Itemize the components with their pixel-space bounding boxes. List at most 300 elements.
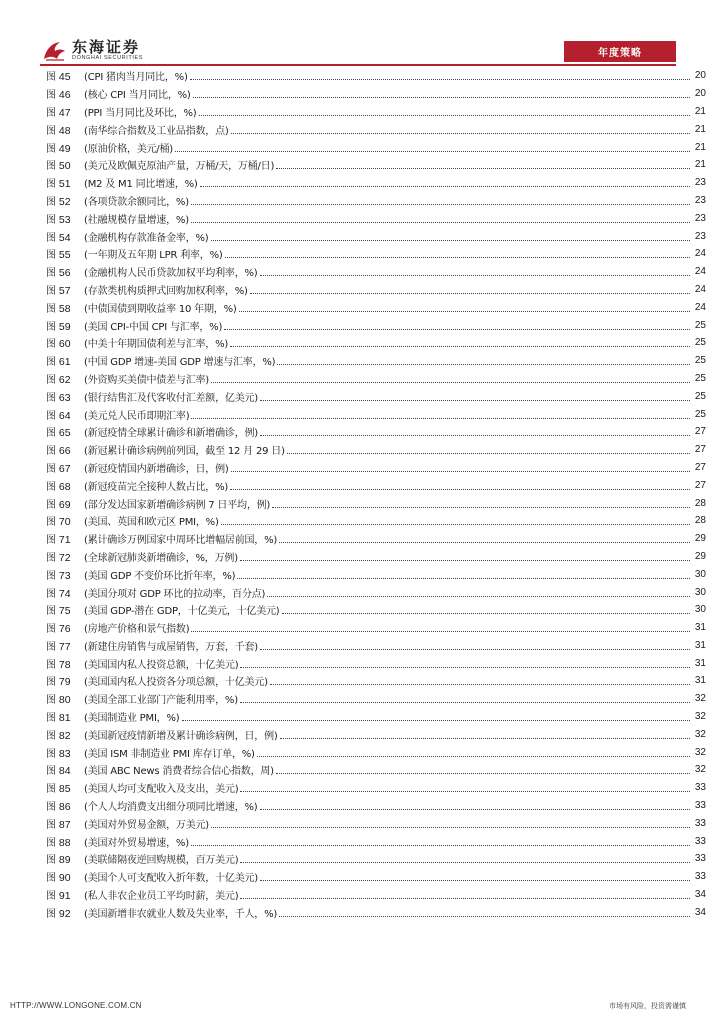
leader-dots — [239, 311, 690, 312]
figure-label: 图 — [46, 677, 56, 689]
figure-label: 图 — [46, 748, 56, 760]
leader-dots — [277, 364, 690, 365]
figure-label: 图 — [46, 232, 56, 244]
figure-title: (美国个人可支配收入折年数，十亿美元) — [84, 873, 259, 885]
figure-label: 图 — [46, 125, 56, 137]
figure-title: (房地产价格和景气指数) — [84, 624, 190, 636]
toc-row[interactable] — [46, 797, 706, 815]
toc-row[interactable] — [46, 886, 706, 904]
figure-title: (美国制造业 PMI，%) — [84, 713, 180, 725]
figure-title: (美国 GDP-潜在 GDP，十亿美元，十亿美元) — [84, 606, 280, 618]
page-number: 27 — [694, 479, 706, 491]
figure-label: 图 — [46, 72, 56, 84]
figure-number-value: 92 — [58, 907, 71, 920]
toc-row[interactable] — [46, 654, 706, 672]
header-divider — [40, 64, 676, 66]
figure-number — [46, 264, 84, 279]
figure-number — [46, 780, 84, 795]
figure-number — [46, 442, 84, 457]
figure-number — [46, 834, 84, 849]
figure-number — [46, 335, 84, 350]
figure-title: (美国 ABC News 消费者综合信心指数，周) — [84, 766, 274, 778]
page-number: 27 — [694, 444, 706, 456]
figure-number-value: 75 — [58, 605, 71, 618]
toc-row[interactable] — [46, 209, 706, 227]
leader-dots — [175, 151, 690, 152]
leader-dots — [191, 204, 690, 205]
leader-dots — [250, 293, 690, 294]
figure-title: (美国分项对 GDP 环比的拉动率，百分点) — [84, 588, 266, 600]
toc-row[interactable] — [46, 85, 706, 103]
toc-row[interactable] — [46, 708, 706, 726]
toc-row[interactable] — [46, 814, 706, 832]
toc-row[interactable] — [46, 672, 706, 690]
figure-number — [46, 104, 84, 119]
figure-label: 图 — [46, 179, 56, 191]
figure-number-value: 89 — [58, 854, 71, 867]
figure-title: (美国 GDP 不变价环比折年率，%) — [84, 570, 236, 582]
page-number: 21 — [694, 105, 706, 117]
figure-label: 图 — [46, 713, 56, 725]
figure-label: 图 — [46, 357, 56, 369]
leader-dots — [237, 578, 690, 579]
leader-dots — [199, 115, 691, 116]
figure-number-value: 50 — [58, 160, 71, 173]
figure-label: 图 — [46, 766, 56, 778]
figure-number-value: 91 — [58, 890, 71, 903]
figure-number — [46, 656, 84, 671]
figure-number-value: 79 — [58, 676, 71, 689]
figure-title: (各项贷款余额同比，%) — [84, 196, 189, 208]
figure-label: 图 — [46, 410, 56, 422]
page-number: 32 — [694, 711, 706, 723]
leader-dots — [240, 862, 690, 863]
figure-number — [46, 905, 84, 920]
toc-row[interactable] — [46, 67, 706, 85]
figure-label: 图 — [46, 339, 56, 351]
figure-number — [46, 246, 84, 261]
figure-label: 图 — [46, 428, 56, 440]
page-number: 32 — [694, 728, 706, 740]
page-number: 27 — [694, 426, 706, 438]
figure-label: 图 — [46, 463, 56, 475]
figure-number — [46, 762, 84, 777]
figure-number — [46, 300, 84, 315]
toc-row[interactable] — [46, 637, 706, 655]
toc-row[interactable] — [46, 832, 706, 850]
figure-label: 图 — [46, 552, 56, 564]
toc-row[interactable] — [46, 370, 706, 388]
leader-dots — [260, 880, 690, 881]
figure-number — [46, 407, 84, 422]
page-number: 28 — [694, 497, 706, 509]
figure-label: 图 — [46, 588, 56, 600]
page-number: 31 — [694, 639, 706, 651]
figure-label: 图 — [46, 659, 56, 671]
toc-row[interactable] — [46, 743, 706, 761]
figure-number — [46, 638, 84, 653]
leader-dots — [276, 168, 690, 169]
figure-number — [46, 318, 84, 333]
leader-dots — [276, 773, 690, 774]
toc-row[interactable] — [46, 120, 706, 138]
figure-title: (私人非农企业员工平均时薪，美元) — [84, 891, 239, 903]
figure-number-value: 74 — [58, 587, 71, 600]
figure-number-value: 52 — [58, 195, 71, 208]
figure-number — [46, 389, 84, 404]
toc-row[interactable] — [46, 245, 706, 263]
figure-number — [46, 531, 84, 546]
page-number: 25 — [694, 390, 706, 402]
company-logo — [40, 38, 143, 64]
figure-title: (美国国内私人投资总额，十亿美元) — [84, 659, 239, 671]
toc-row[interactable] — [46, 690, 706, 708]
figure-number-value: 62 — [58, 373, 71, 386]
figure-label: 图 — [46, 214, 56, 226]
toc-row[interactable] — [46, 298, 706, 316]
figure-number — [46, 816, 84, 831]
figure-title: (美国对外贸易增速，%) — [84, 837, 189, 849]
page-number: 29 — [694, 550, 706, 562]
figure-number — [46, 869, 84, 884]
page-number: 25 — [694, 337, 706, 349]
leader-dots — [260, 649, 690, 650]
figure-title: (外资购买美债中债差与汇率) — [84, 374, 210, 386]
figure-title: (社融规模存量增速，%) — [84, 214, 189, 226]
figure-title: (个人人均消费支出细分项同比增速，%) — [84, 802, 258, 814]
figure-title: (新冠疫苗完全接种人数占比，%) — [84, 481, 229, 493]
figure-label: 图 — [46, 517, 56, 529]
page-number: 24 — [694, 266, 706, 278]
figure-number — [46, 585, 84, 600]
toc-row[interactable] — [46, 512, 706, 530]
figure-number — [46, 798, 84, 813]
figure-number-value: 90 — [58, 872, 71, 885]
figure-number — [46, 353, 84, 368]
figure-number — [46, 68, 84, 83]
toc-row[interactable] — [46, 761, 706, 779]
leader-dots — [240, 898, 690, 899]
figure-number-value: 76 — [58, 623, 71, 636]
figure-number-value: 85 — [58, 783, 71, 796]
toc-row[interactable] — [46, 548, 706, 566]
figure-number-value: 71 — [58, 534, 71, 547]
toc-row[interactable] — [46, 405, 706, 423]
figure-label: 图 — [46, 161, 56, 173]
page-number: 25 — [694, 372, 706, 384]
figure-number — [46, 460, 84, 475]
leader-dots — [211, 827, 690, 828]
toc-row[interactable] — [46, 263, 706, 281]
figure-number-value: 87 — [58, 818, 71, 831]
figure-title: (原油价格，美元/桶) — [84, 143, 173, 155]
toc-row[interactable] — [46, 868, 706, 886]
page-number: 33 — [694, 800, 706, 812]
page-number: 25 — [694, 319, 706, 331]
toc-row[interactable] — [46, 530, 706, 548]
toc-row[interactable] — [46, 619, 706, 637]
leader-dots — [280, 738, 690, 739]
page-number: 24 — [694, 248, 706, 260]
figure-title: (PPI 当月同比及环比，%) — [84, 107, 197, 119]
toc-row[interactable] — [46, 103, 706, 121]
leader-dots — [231, 471, 690, 472]
figure-title: (新冠疫情全球累计确诊和新增确诊，例) — [84, 428, 259, 440]
figure-number — [46, 727, 84, 742]
figure-label: 图 — [46, 819, 56, 831]
leader-dots — [270, 684, 690, 685]
figure-number — [46, 709, 84, 724]
figure-title: (美元兑人民币即期汇率) — [84, 410, 190, 422]
figure-label: 图 — [46, 641, 56, 653]
leader-dots — [191, 845, 690, 846]
page-number: 24 — [694, 301, 706, 313]
figure-number-value: 69 — [58, 498, 71, 511]
page-number: 25 — [694, 408, 706, 420]
figure-number — [46, 229, 84, 244]
page-number: 20 — [694, 88, 706, 100]
figure-number — [46, 567, 84, 582]
figure-label: 图 — [46, 873, 56, 885]
figure-label: 图 — [46, 143, 56, 155]
toc-row[interactable] — [46, 227, 706, 245]
figure-number — [46, 193, 84, 208]
figure-title: (核心 CPI 当月同比，%) — [84, 90, 191, 102]
toc-row[interactable] — [46, 850, 706, 868]
page-number: 34 — [694, 906, 706, 918]
figure-label: 图 — [46, 695, 56, 707]
toc-row[interactable] — [46, 192, 706, 210]
page-number: 32 — [694, 746, 706, 758]
page-number: 33 — [694, 782, 706, 794]
figure-title: (新冠疫情国内新增确诊，日，例) — [84, 463, 229, 475]
page-number: 25 — [694, 355, 706, 367]
page-number: 21 — [694, 123, 706, 135]
figure-label: 图 — [46, 535, 56, 547]
figure-number — [46, 122, 84, 137]
page-number: 30 — [694, 604, 706, 616]
leader-dots — [230, 346, 690, 347]
figure-title: (美国全部工业部门产能利用率，%) — [84, 695, 238, 707]
leader-dots — [231, 133, 690, 134]
figure-number — [46, 157, 84, 172]
leader-dots — [260, 435, 690, 436]
figure-number — [46, 140, 84, 155]
figure-number-value: 58 — [58, 302, 71, 315]
figure-label: 图 — [46, 855, 56, 867]
page-number: 23 — [694, 177, 706, 189]
figure-number-value: 49 — [58, 142, 71, 155]
figure-title: (M2 及 M1 同比增速，%) — [84, 179, 198, 191]
figure-number-value: 45 — [58, 71, 71, 84]
figure-title: (美国人均可支配收入及支出，美元) — [84, 784, 239, 796]
figure-number — [46, 478, 84, 493]
figure-number — [46, 851, 84, 866]
figure-number-value: 48 — [58, 124, 71, 137]
leader-dots — [191, 222, 690, 223]
footer-risk-note: 市场有风险，投资需谨慎 — [609, 1002, 686, 1010]
figure-title: (美国对外贸易金额，万美元) — [84, 819, 210, 831]
figure-number — [46, 371, 84, 386]
figure-title: (新冠累计确诊病例前列国，截至 12 月 29 日) — [84, 446, 285, 458]
figure-title: (美国 CPI-中国 CPI 与汇率，%) — [84, 321, 223, 333]
page-number: 28 — [694, 515, 706, 527]
figure-title: (金融机构存款准备金率，%) — [84, 232, 209, 244]
leader-dots — [240, 791, 690, 792]
figure-number-value: 86 — [58, 801, 71, 814]
figure-label: 图 — [46, 481, 56, 493]
toc-row[interactable] — [46, 441, 706, 459]
toc-row[interactable] — [46, 281, 706, 299]
figure-label: 图 — [46, 570, 56, 582]
toc-row[interactable] — [46, 423, 706, 441]
toc-row[interactable] — [46, 316, 706, 334]
figure-label: 图 — [46, 392, 56, 404]
figure-label: 图 — [46, 908, 56, 920]
figure-number — [46, 282, 84, 297]
figure-number-value: 88 — [58, 836, 71, 849]
toc-row[interactable] — [46, 779, 706, 797]
figure-title: (存款类机构质押式回购加权利率，%) — [84, 285, 248, 297]
figure-label: 图 — [46, 321, 56, 333]
figure-label: 图 — [46, 446, 56, 458]
leader-dots — [182, 720, 691, 721]
leader-dots — [190, 79, 690, 80]
page-number: 31 — [694, 657, 706, 669]
toc-row[interactable] — [46, 352, 706, 370]
figure-title: (累计确诊万例国家中周环比增幅居前国，%) — [84, 535, 278, 547]
page-number: 33 — [694, 871, 706, 883]
page-number: 31 — [694, 622, 706, 634]
figure-label: 图 — [46, 891, 56, 903]
figure-label: 图 — [46, 837, 56, 849]
toc-row[interactable] — [46, 387, 706, 405]
page-number: 23 — [694, 194, 706, 206]
figure-number-value: 59 — [58, 320, 71, 333]
toc-row[interactable] — [46, 476, 706, 494]
leader-dots — [257, 756, 690, 757]
leader-dots — [200, 186, 690, 187]
figure-number-value: 81 — [58, 712, 71, 725]
figure-number-value: 73 — [58, 569, 71, 582]
figure-number — [46, 691, 84, 706]
figure-number — [46, 175, 84, 190]
figure-number — [46, 513, 84, 528]
figure-title: (部分发达国家新增确诊病例 7 日平均，例) — [84, 499, 271, 511]
page-number: 34 — [694, 889, 706, 901]
toc-row[interactable] — [46, 138, 706, 156]
figure-number-value: 70 — [58, 516, 71, 529]
page-number: 27 — [694, 461, 706, 473]
figure-title: (美国国内私人投资各分项总额，十亿美元) — [84, 677, 268, 689]
figure-number — [46, 620, 84, 635]
figure-label: 图 — [46, 606, 56, 618]
page-number: 23 — [694, 212, 706, 224]
figure-number-value: 53 — [58, 213, 71, 226]
leader-dots — [287, 453, 690, 454]
figure-number-value: 63 — [58, 391, 71, 404]
leader-dots — [191, 631, 690, 632]
page-number: 30 — [694, 568, 706, 580]
figure-label: 图 — [46, 730, 56, 742]
leader-dots — [260, 400, 690, 401]
figure-title: (美元及欧佩克原油产量，万桶/天，万桶/日) — [84, 161, 275, 173]
figure-title: (美国、英国和欧元区 PMI，%) — [84, 517, 219, 529]
leader-dots — [224, 329, 690, 330]
page-number: 31 — [694, 675, 706, 687]
page-header — [0, 0, 724, 66]
logo-english-name: DONGHAI SECURITIES — [72, 55, 144, 62]
figure-title: (一年期及五年期 LPR 利率，%) — [84, 250, 223, 262]
figure-number — [46, 211, 84, 226]
figure-title: (南华综合指数及工业品指数，点) — [84, 125, 229, 137]
page-number: 23 — [694, 230, 706, 242]
toc-row[interactable] — [46, 565, 706, 583]
leader-dots — [240, 702, 690, 703]
figure-number-value: 54 — [58, 231, 71, 244]
toc-row[interactable] — [46, 903, 706, 921]
figure-title: (美联储隔夜逆回购规模，百万美元) — [84, 855, 239, 867]
toc-row[interactable] — [46, 601, 706, 619]
footer-website-link[interactable]: HTTP://WWW.LONGONE.COM.CN — [10, 1001, 142, 1010]
toc-row[interactable] — [46, 334, 706, 352]
figure-number-value: 68 — [58, 480, 71, 493]
figure-label: 图 — [46, 268, 56, 280]
toc-row[interactable] — [46, 725, 706, 743]
page-number: 21 — [694, 159, 706, 171]
report-type-badge: 年度策略 — [564, 41, 676, 62]
figure-title: (全球新冠肺炎新增确诊，%，万例) — [84, 552, 238, 564]
figure-number — [46, 673, 84, 688]
figure-number-value: 64 — [58, 409, 71, 422]
figure-label: 图 — [46, 250, 56, 262]
leader-dots — [211, 240, 690, 241]
page-number: 33 — [694, 835, 706, 847]
toc-row[interactable] — [46, 174, 706, 192]
leader-dots — [240, 560, 690, 561]
toc-row[interactable] — [46, 494, 706, 512]
leader-dots — [260, 275, 690, 276]
toc-row[interactable] — [46, 583, 706, 601]
figure-label: 图 — [46, 784, 56, 796]
figure-label: 图 — [46, 303, 56, 315]
figure-number-value: 80 — [58, 694, 71, 707]
figure-title: (新建住房销售与成屋销售，万套，千套) — [84, 641, 259, 653]
figure-number — [46, 602, 84, 617]
leader-dots — [267, 596, 690, 597]
page-number: 33 — [694, 853, 706, 865]
page-number: 29 — [694, 533, 706, 545]
leader-dots — [225, 257, 690, 258]
figure-number — [46, 496, 84, 511]
figure-number-value: 72 — [58, 551, 71, 564]
figure-number — [46, 86, 84, 101]
figure-label: 图 — [46, 107, 56, 119]
toc-row[interactable] — [46, 156, 706, 174]
figure-number-value: 77 — [58, 640, 71, 653]
figure-number-value: 47 — [58, 106, 71, 119]
logo-chinese-name: 东海证券 — [72, 38, 141, 57]
figure-number-value: 83 — [58, 747, 71, 760]
toc-row[interactable] — [46, 459, 706, 477]
figure-number-value: 78 — [58, 658, 71, 671]
figure-label: 图 — [46, 499, 56, 511]
page-number: 21 — [694, 141, 706, 153]
leader-dots — [260, 809, 690, 810]
figure-number-value: 67 — [58, 462, 71, 475]
figure-label: 图 — [46, 196, 56, 208]
page-number: 32 — [694, 764, 706, 776]
